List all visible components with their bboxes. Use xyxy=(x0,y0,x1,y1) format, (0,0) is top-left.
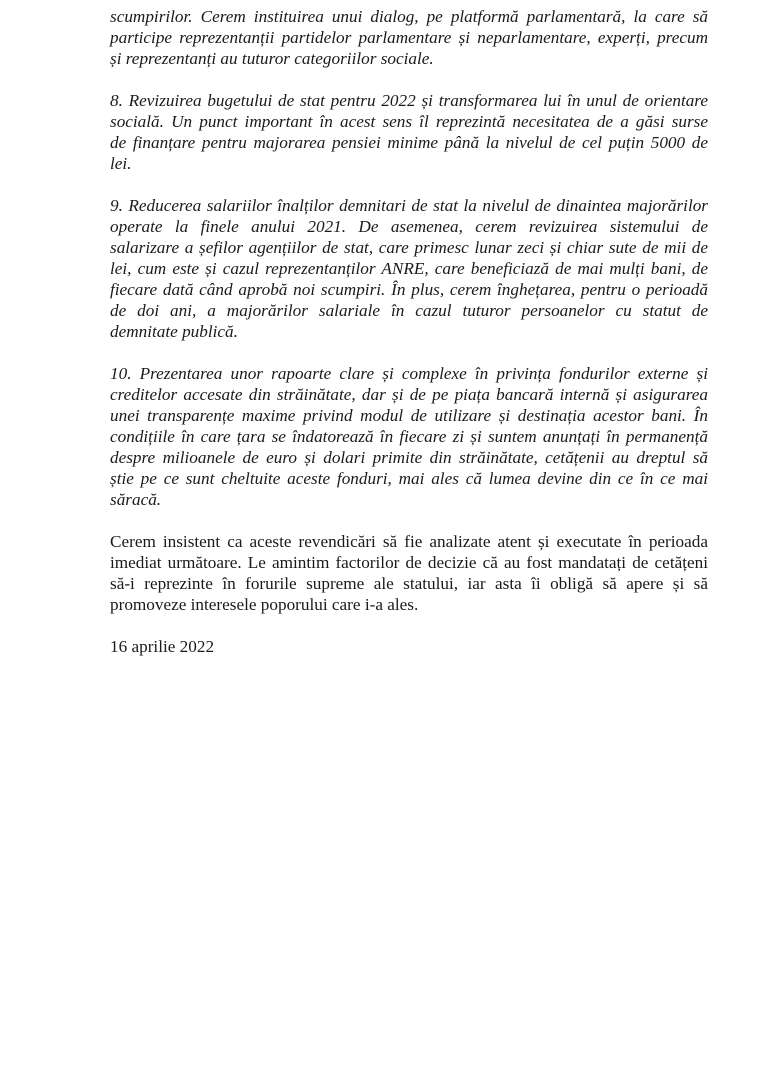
text-line: unei transparențe maxime privind modul de utilizare și destinația acestor bani. În xyxy=(110,406,708,425)
paragraph-item-10 xyxy=(110,363,708,510)
text-line: operate la finele anului 2021. De asemenea, cerem revizuirea sistemului de xyxy=(110,217,708,236)
text-line: și reprezentanți au tuturor categoriilor sociale. xyxy=(110,49,434,68)
text-line: 10. Prezentarea unor rapoarte clare și complexe în privința fondurilor externe și xyxy=(110,364,708,383)
text-line: lei. xyxy=(110,154,132,173)
text-line: participe reprezentanții partidelor parlamentare și neparlamentare, experți, precum xyxy=(110,28,708,47)
paragraph-item-8 xyxy=(110,90,708,174)
text-line: despre milioanele de euro și dolari primite din străinătate, cetățenii au dreptul să xyxy=(110,448,708,467)
text-line: 8. Revizuirea bugetului de stat pentru 2022 și transformarea lui în unul de orientare xyxy=(110,91,708,110)
text-line: știe pe ce sunt cheltuite aceste fonduri, mai ales că lumea devine din ce în ce mai xyxy=(110,469,708,488)
text-line: Cerem insistent ca aceste revendicări să fie analizate atent și executate în perioada xyxy=(110,532,708,551)
text-line: să-i reprezinte în forurile supreme ale statului, iar asta îi obligă să apere și să xyxy=(110,574,708,593)
text-line: promoveze interesele poporului care i-a ales. xyxy=(110,595,419,614)
text-line: imediat următoare. Le amintim factorilor de decizie că au fost mandatați de cetățeni xyxy=(110,553,708,572)
text-line: demnitate publică. xyxy=(110,322,238,341)
text-line: condițiile în care țara se îndatorează în fiecare zi și suntem anunțați în permanență xyxy=(110,427,708,446)
text-line: de finanțare pentru majorarea pensiei minime până la nivelul de cel puțin 5000 de xyxy=(110,133,708,152)
text-line: socială. Un punct important în acest sens îl reprezintă necesitatea de a găsi surse xyxy=(110,112,708,131)
paragraph-dialog-request xyxy=(110,6,708,69)
document-page xyxy=(110,6,708,678)
text-line: lei, cum este și cazul reprezentanților ANRE, care beneficiază de mai mulți bani, de xyxy=(110,259,708,278)
date-text: 16 aprilie 2022 xyxy=(110,637,215,656)
text-line: salarizare a șefilor agențiilor de stat, care primesc lunar zeci și chiar sute de mii de xyxy=(110,238,708,257)
text-line: scumpirilor. Cerem instituirea unui dialog, pe platformă parlamentară, la care să xyxy=(110,7,708,26)
document-date xyxy=(110,636,708,657)
text-line: săracă. xyxy=(110,490,162,509)
text-line: fiecare dată când aprobă noi scumpiri. În plus, cerem înghețarea, pentru o perioadă xyxy=(110,280,708,299)
text-line: creditelor accesate din străinătate, dar și de pe piața bancară internă și asigurarea xyxy=(110,385,708,404)
paragraph-item-9 xyxy=(110,195,708,342)
paragraph-closing xyxy=(110,531,708,615)
text-line: de doi ani, a majorărilor salariale în cazul tuturor persoanelor cu statut de xyxy=(110,301,708,320)
text-line: 9. Reducerea salariilor înalților demnitari de stat la nivelul de dinaintea majorărilor xyxy=(110,196,708,215)
